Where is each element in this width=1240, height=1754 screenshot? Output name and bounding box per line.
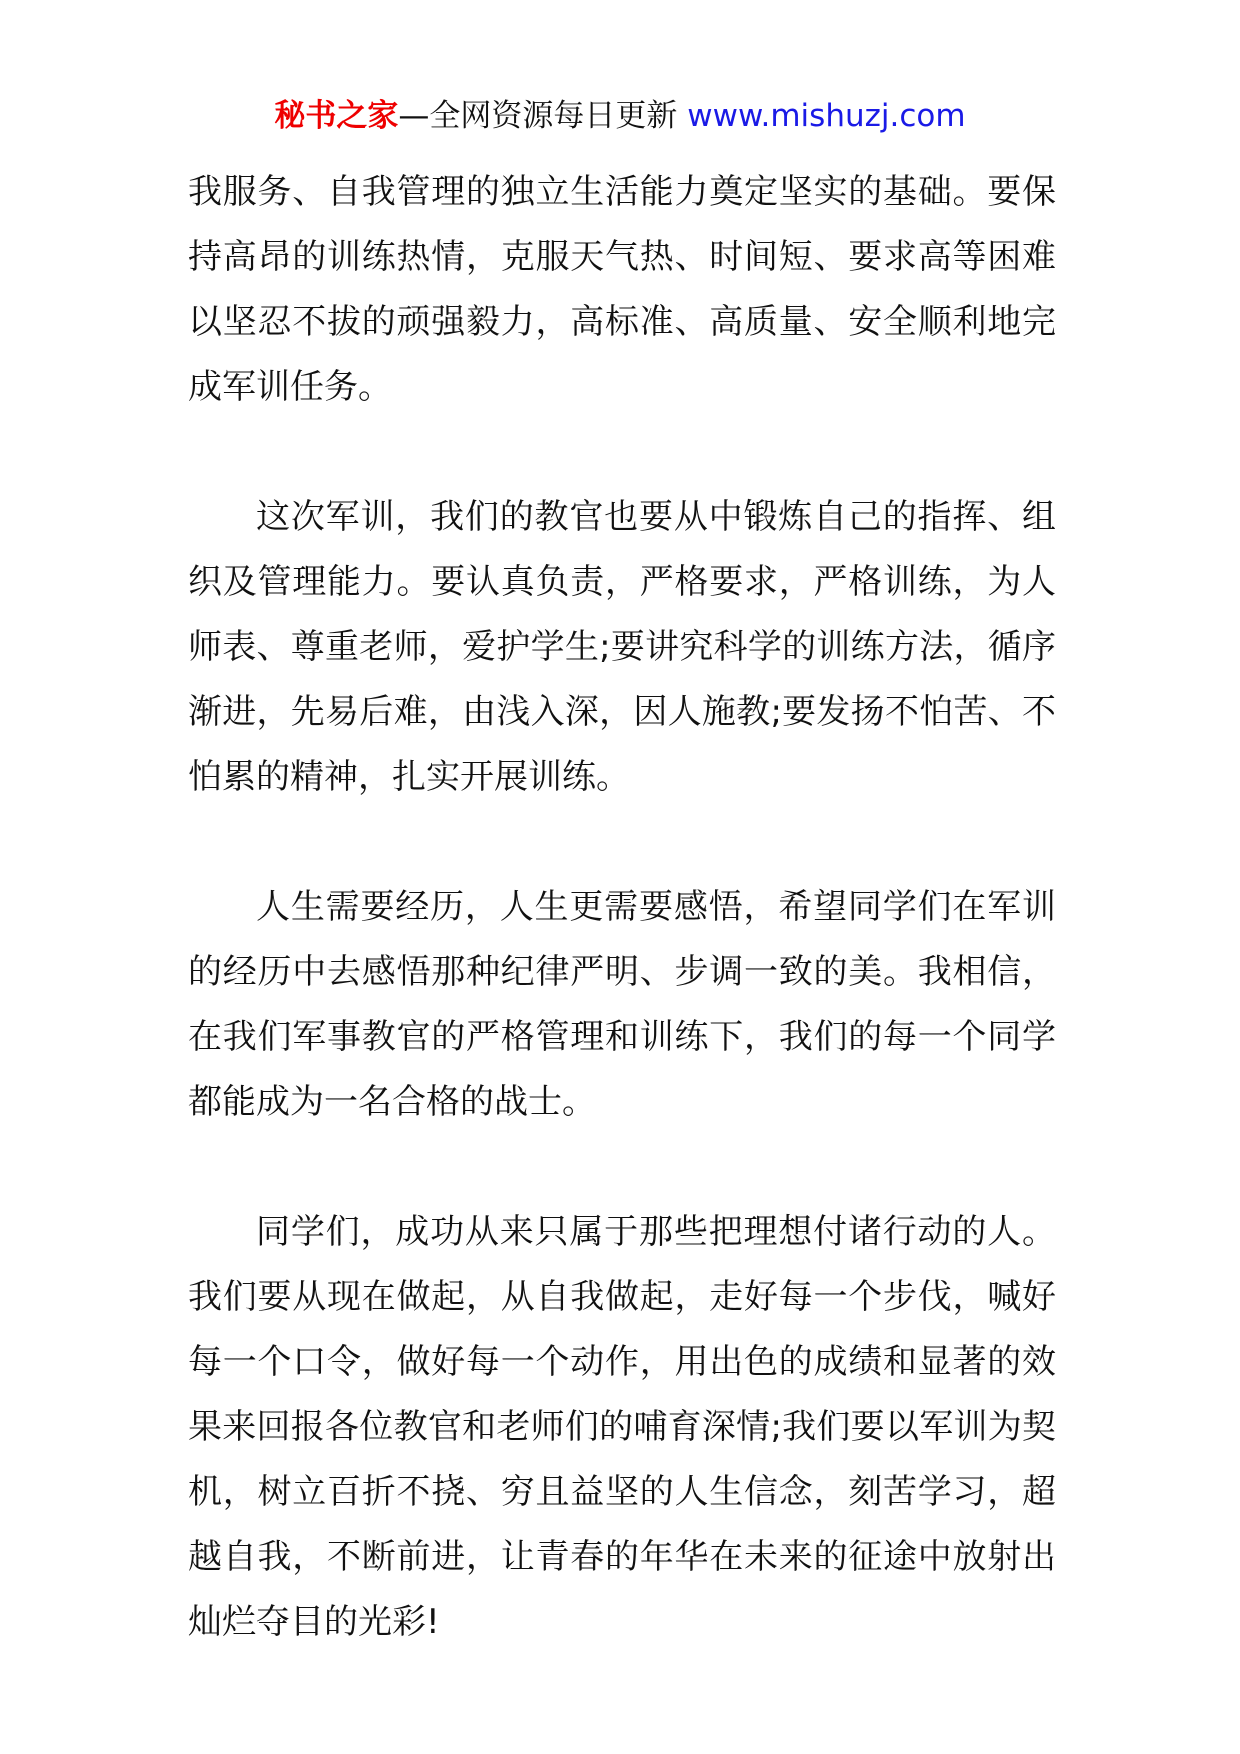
paragraph-instructors: 这次军训，我们的教官也要从中锻炼自己的指挥、组织及管理能力。要认真负责，严格要求，严格训练，为人师表、尊重老师，爱护学生;要讲究科学的训练方法，循序渐进，先易后难，由浅入深，因人施教;要发扬不怕苦、不怕累的精神，扎实开展训练。 <box>188 497 1056 797</box>
brand-name: 秘书之家 <box>274 98 399 134</box>
page-header <box>0 96 1240 136</box>
paragraph-closing: 同学们，成功从来只属于那些把理想付诸行动的人。我们要从现在做起，从自我做起，走好每一个步伐，喊好每一个口令，做好每一个动作，用出色的成绩和显著的效果来回报各位教官和老师们的哺育深情;我们要以军训为契机，树立百折不挠、穷且益坚的人生信念，刻苦学习，超越自我，不断前进，让青春的年华在未来的征途中放射出灿烂夺目的光彩! <box>188 1212 1056 1642</box>
paragraph-continuation: 我服务、自我管理的独立生活能力奠定坚实的基础。要保持高昂的训练热情，克服天气热、时间短、要求高等困难以坚忍不拔的顽强毅力，高标准、高质量、安全顺利地完成军训任务。 <box>188 172 1056 407</box>
header-tagline: —全网资源每日更新 <box>398 98 688 134</box>
site-url-link[interactable]: www.mishuzj.com <box>687 98 966 134</box>
paragraph-experience: 人生需要经历，人生更需要感悟，希望同学们在军训的经历中去感悟那种纪律严明、步调一致的美。我相信，在我们军事教官的严格管理和训练下，我们的每一个同学都能成为一名合格的战士。 <box>188 887 1056 1122</box>
document-body <box>188 160 1056 1720</box>
